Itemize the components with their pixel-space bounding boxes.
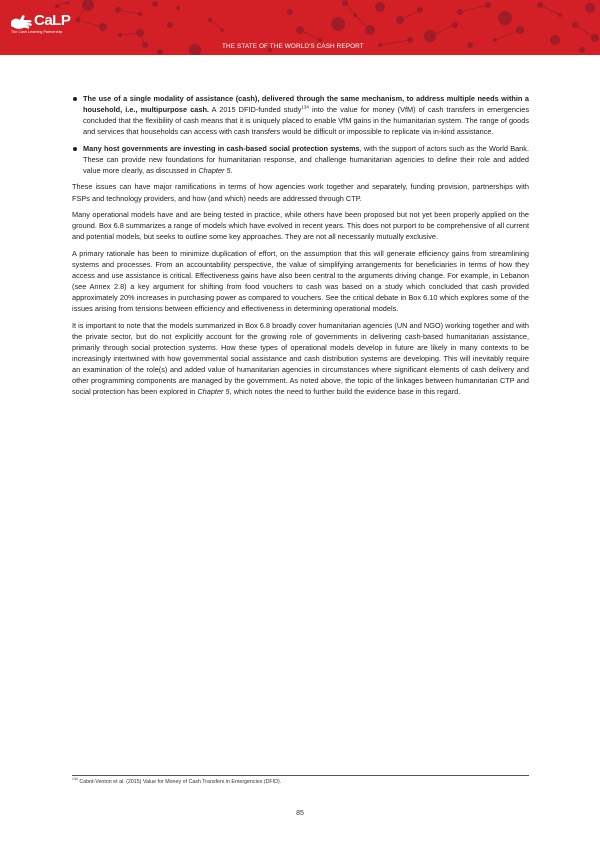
bullet-heading: The use of a single modality of assistance (cash), delivered through the same mechanism, to address multiple needs within a household, i.e., multipurpose cash.	[83, 94, 529, 115]
bullet-heading: Many host governments are investing in cash-based social protection systems	[83, 143, 360, 153]
paragraph: These issues can have major ramifications in terms of how agencies work together and separately, funding provision, partnerships with FSPs and technology providers, and how (and which) needs are addressed through CTP.	[72, 182, 529, 203]
bullet-text: , with the support of actors such as the World Bank. These can provide new foundations for humanitarian response, and challenge humanitarian agencies to define their role and added value more clearly, as discussed in	[83, 143, 529, 175]
page-number: 85	[296, 810, 304, 817]
paragraph-text: , which notes the need to further build the evidence base in this regard.	[229, 387, 461, 397]
bullet-item	[72, 93, 529, 137]
bullet-text: into the value for money (VfM) of cash transfers in emergencies concluded that the flexibility of cash means that it is uniquely placed to enable VfM gains in the humanitarian system. The range of goods and services that households can access with cash transfers would be difficult or impossible to replicate via in-kind assistance.	[83, 105, 530, 137]
footnote-reference[interactable]: 134	[301, 104, 309, 110]
paragraph: Many operational models have and are being tested in practice, while others have been proposed but not yet been properly applied on the ground. Box 6.8 summarizes a range of models which have evolved in recent years. This does not purport to be comprehensive of all current and potential models, but seeks to outline some key approaches. They are not all necessarily mutually exclusive.	[72, 210, 529, 242]
paragraph-text: It is important to note that the models summarized in Box 6.8 broadly cover humanitarian agencies (UN and NGO) working together and with the private sector, but do not explicitly account for the growing role of governments in delivering cash-based humanitarian assistance, primarily through social protection systems. How these types of operational models develop in future are likely in many contexts to be increasingly intertwined with how governmental social assistance and cash distribution systems are developing. This will inevitably require an examination of the role(s) and added value of humanitarian agencies in circumstances where significant elements of cash delivery and other programming components are managed by the government. As noted above, the topic of the linkages between humanitarian CTP and social protection has been explored in	[72, 320, 529, 397]
chapter-reference: Chapter 5	[197, 387, 230, 397]
chapter-reference: Chapter 5	[198, 165, 231, 175]
bullet-item	[72, 143, 529, 176]
bullet-icon	[73, 97, 77, 101]
page-header	[0, 0, 600, 55]
bullet-text: A 2015 DFID-funded study	[208, 105, 302, 115]
bullet-icon	[73, 147, 77, 151]
footnote-divider	[72, 775, 529, 776]
paragraph: A primary rationale has been to minimize duplication of effort, on the assumption that this will generate efficiency gains from streamlining systems and processes. From an accountability perspective, the value of simplifying arrangements for beneficiaries in terms of how they access and use assistance is critical. Effectiveness gains have also been central to the arguments driving change. For example, in Lebanon (see Annex 2.8) a key argument for shifting from food vouchers to cash was based on a study which concluded that cash provided approximately 20% increases in purchasing power as compared to vouchers. See the critical debate in Box 6.10 which explores some of the issues arising from tensions between efficiency and effectiveness in determining operational models.	[72, 248, 529, 314]
footnote-number: 134	[72, 777, 78, 782]
footnote-text: Cabot-Venton et al. (2015) Value for Money of Cash Transfers in Emergencies (DFID).	[77, 779, 282, 785]
logo-wordmark: CaLP	[34, 12, 71, 29]
logo-tagline: The Cash Learning Partnership	[11, 30, 63, 34]
paragraph	[72, 320, 529, 398]
main-content	[72, 93, 529, 403]
report-title: THE STATE OF THE WORLD'S CASH REPORT	[222, 43, 364, 50]
bullet-text-end: .	[230, 165, 233, 175]
footnote	[72, 779, 281, 785]
